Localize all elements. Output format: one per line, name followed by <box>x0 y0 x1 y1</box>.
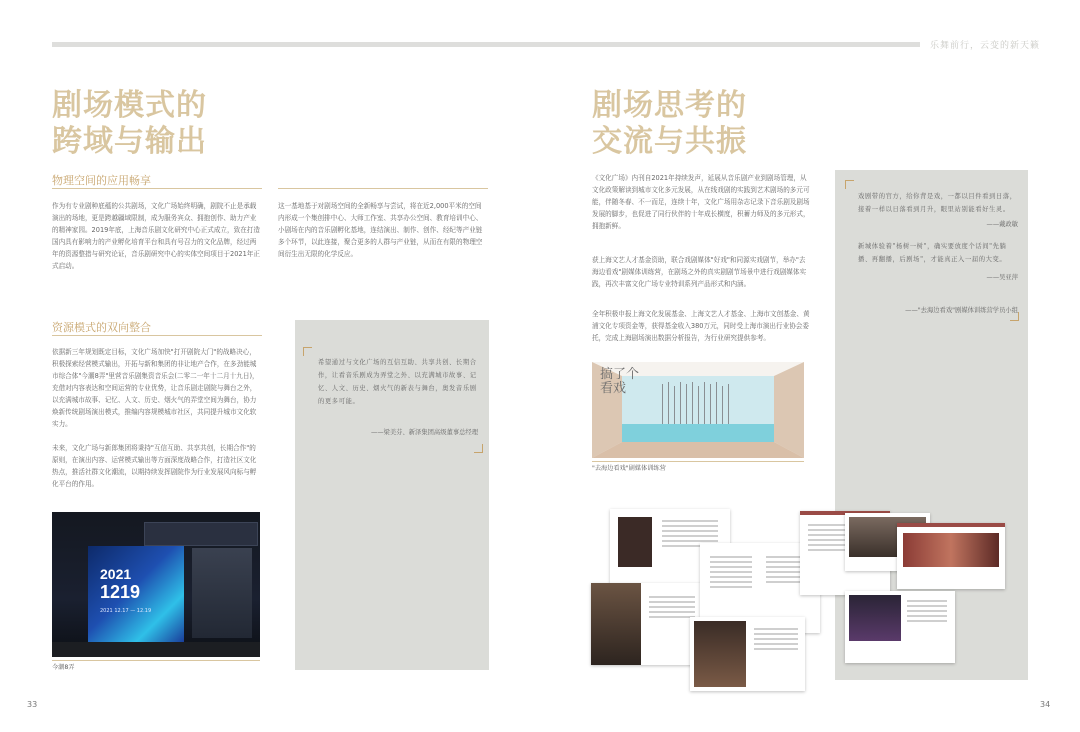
right-paragraph-2: 获上海文艺人才基金资助，联合戏剧媒体"好戏"和同源实戏剧节，举办"去海边看戏"剧媒体训练营，在剧场之外的真实剧剧节场景中进行戏剧媒体实践，再次丰富文化广场专业特训系列产品形式和内涵。 <box>592 256 807 288</box>
magazine-spread-2 <box>591 583 701 665</box>
billboard-photo <box>52 512 260 657</box>
left-title-line2: 跨域与输出 <box>52 124 207 159</box>
magazine-collage <box>585 505 1025 695</box>
shelter-glass <box>192 548 252 638</box>
right-quote-open-bracket <box>845 180 854 189</box>
magazine-spread-8 <box>690 617 805 691</box>
section1-heading: 物理空间的应用畅享 <box>52 174 151 187</box>
magazine-spread-7 <box>845 591 955 663</box>
sidewalk <box>52 642 260 657</box>
left-page-title <box>52 88 207 160</box>
right-quote-3-source: ——"去海边看戏"剧媒体训练营学员小组 <box>905 307 1018 314</box>
theatre-sketch <box>592 362 804 458</box>
right-title-line2: 交流与共振 <box>592 124 747 159</box>
right-paragraph-3: 全年积极申报上海文化发展基金、上海文艺人才基金、上海市文创基金、黄浦文化专项资金等，获得基金收入380万元，同时受上海市演出行业协会委托，完成上海剧场演出数据分析报告，为行业研究提供参考。 <box>592 310 810 342</box>
right-title-line1: 剧场思考的 <box>592 88 747 123</box>
magazine-spread-6 <box>897 523 1005 589</box>
right-quote-2-source: ——吴亚萍 <box>986 274 1018 281</box>
top-rule <box>52 42 920 47</box>
photo-caption: 今潮8弄 <box>52 664 75 671</box>
section2-paragraph-1: 依据新三年规划既定目标，文化广场加快"打开剧院大门"的战略决心，积极探索经营模式输出，开拓与新和集团的非让地产合作，在多劲能城市综合体"今潮8弄"里营音乐剧集资音乐会(二零二一年十二月十九日)，充借对内容表达和空间运营的专业优势，让音乐剧走剧院与舞台之外，以充满城市故事、记忆、人文、历史、烟火气的弄堂空间为舞台，协力焕新传统剧场演出模式，推编内容规模城市社区，共同提升城市文化软实力。 <box>52 348 259 428</box>
page-number-right: 34 <box>1040 700 1051 709</box>
sketch-caption: "去海边看戏"剧媒体训练营 <box>592 465 666 472</box>
sketch-handwriting: 搞了个 看戏 <box>600 367 640 396</box>
section2-paragraph-2: 未来，文化广场与新郎集团将秉持"互信互助、共享共创，长期合作"的原则，在演出内容、运营模式输出等方面深度战略合作，打造社区文化热点，推活社群文化潮流，以期持续发挥剧院作为行业发展风向标与孵化平台的作用。 <box>52 444 257 488</box>
right-page-title <box>592 88 747 160</box>
right-quote-1-source: ——戴政敏 <box>986 221 1018 228</box>
section2-heading: 资源模式的双向整合 <box>52 321 151 334</box>
right-quote-close-bracket <box>1010 312 1019 321</box>
right-paragraph-1: 《文化广场》内刊自2021年持续发声，延展从音乐剧产业到剧场管理，从文化政策解读到城市文化多元发展，从在线戏剧的实践到艺术剧场的多元可能，伴随冬春、不一而足，连续十年，文化广场用杂志记录下音乐剧及剧场发展的脚步，也促进了同行伙伴的十年成长横度，积蓄力师及的多元形式，拥抱新鲜。 <box>592 174 810 230</box>
billboard-monthday: 1219 <box>100 582 141 602</box>
left-title-line1: 剧场模式的 <box>52 88 207 123</box>
quote-close-bracket <box>474 444 483 453</box>
page-number-left: 33 <box>27 700 38 709</box>
billboard-year: 2021 <box>100 566 132 582</box>
billboard-screen <box>88 546 184 642</box>
bus-shelter-roof <box>144 522 258 546</box>
header-tag: 乐舞前行，云变的新天籁 <box>930 41 1041 51</box>
billboard-time: 2021 12.17 — 12.19 <box>100 608 152 614</box>
left-quote-source: ——梁美芬、新泽集团高级董事总经理 <box>370 429 478 436</box>
section1-rule-left <box>52 188 262 189</box>
left-quote-text: 希望通过与文化广场的互信互助、共享共创、长期合作，让看音乐剧成为弄堂之外、以充满城市故事、记忆、人文、历史、烟火气的新表与舞台，奥发音乐剧的更多可能。 <box>318 359 477 405</box>
section1-rule-right <box>278 188 488 189</box>
right-quote-1: 戏剧带的官方，给你背是戏，一都以目件看到日落，接着一样以日落看到月升，眼里站别能看好生灵。 <box>858 193 1017 213</box>
quote-open-bracket <box>303 347 312 356</box>
section2-rule <box>52 335 262 336</box>
section1-paragraph-1: 作为有专业剧种底蕴的公共剧场，文化广场始终明确，剧院不止是承载演出的场地，更是跨越疆域限制，成为服务宾众、拥抱创作、助力产业的精神家园。2019年底，上海音乐剧文化研究中心正式成立，致在打造国内具有影响力的产业孵化培育平台和具有号召力的文化品牌，经过两年的资源整措与研究论证，音乐剧研究中心的实体空间项目于2021年正式启动。 <box>52 202 260 270</box>
right-quote-2: 新城体验着"杨树一树"，确实要放度个话间"先躺播、再翻播，后剧场"，才能真正入一届的大变。 <box>858 243 1007 263</box>
photo-caption-rule <box>52 660 260 661</box>
sketch-caption-rule <box>592 461 804 462</box>
section1-paragraph-2: 这一基地基于对剧场空间的全新畅享与尝试，将在近2,000平米的空间内形成一个集创排中心、大师工作室、共享办公空间、教育培训中心、小剧场在内的音乐剧孵化基地，连结演出、制作、创作、经纪等产业链多个环节，以此连接，聚合更多的人群与产业链，从而在有限的物理空间衍生出无限的化学反应。 <box>278 202 483 258</box>
